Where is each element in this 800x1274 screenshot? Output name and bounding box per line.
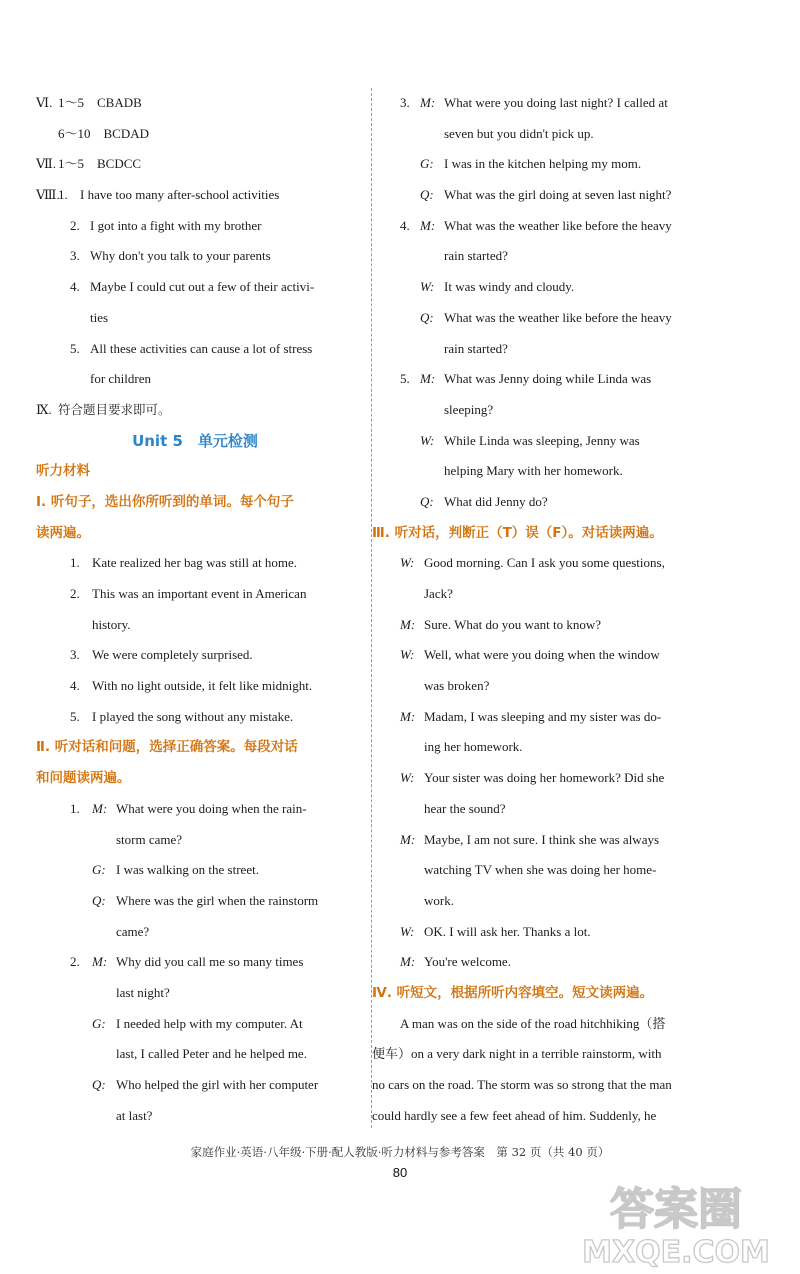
- dialogue-3-q-line: [394, 180, 716, 211]
- dialogue-1-q-line-2: [36, 917, 354, 948]
- item-number: 3.: [400, 95, 410, 110]
- item-text: This was an important event in American: [92, 586, 307, 601]
- part3-line-1: [394, 548, 716, 579]
- item-text: for children: [90, 371, 152, 387]
- watermark-top: 答案圈: [610, 1184, 742, 1235]
- dialogue-2-q-line-2: [36, 1101, 354, 1132]
- part3-line-4-cont: [394, 732, 716, 763]
- listening-title-text: 听力材料: [36, 463, 90, 480]
- speaker-label: Q:: [420, 187, 434, 203]
- dialogue-text: Who helped the girl with her computer: [116, 1077, 319, 1092]
- section-viii-item-4: [36, 272, 354, 303]
- dialogue-text: I needed help with my computer. At: [116, 1015, 303, 1031]
- dialogue-text: Good morning. Can I ask you some questions,: [424, 555, 665, 571]
- item-number: 2.: [70, 954, 80, 970]
- item-number: 1.: [70, 800, 80, 816]
- dialogue-4-q-line-1: [394, 303, 716, 334]
- item-number: 5.: [70, 708, 80, 724]
- part3-line-5: [394, 763, 716, 794]
- part-heading: Ⅰ. 听句子，选出你所听到的单词。每个句子: [36, 493, 294, 510]
- speaker-label: W:: [420, 279, 435, 295]
- dialogue-2-g-line-1: [36, 1009, 354, 1040]
- part1-item-4: [36, 671, 354, 702]
- dialogue-text: ing her homework.: [424, 739, 523, 755]
- passage-text: no cars on the road. The storm was so strong that the man: [372, 1077, 672, 1092]
- dialogue-text: What were you doing when the rain-: [116, 800, 307, 816]
- dialogue-text: Your sister was doing her homework? Did she: [424, 770, 665, 786]
- speaker-label: M:: [420, 217, 436, 233]
- section-ix: [36, 395, 354, 426]
- dialogue-1-q-line-1: [36, 886, 354, 917]
- item-text: All these activities can cause a lot of stress: [90, 340, 313, 356]
- watermark-bottom: MXQE.COM: [582, 1235, 770, 1268]
- dialogue-text: What did Jenny do?: [444, 493, 548, 509]
- item-number: 4.: [70, 279, 80, 295]
- dialogue-text: last, I called Peter and he helped me.: [116, 1046, 307, 1062]
- dialogue-text: While Linda was sleeping, Jenny was: [444, 432, 640, 448]
- dialogue-text: last night?: [116, 984, 170, 1000]
- item-number: 4.: [400, 217, 410, 233]
- column-divider: [371, 88, 372, 1128]
- part1-item-5: [36, 702, 354, 733]
- dialogue-text: watching TV when she was doing her home-: [424, 862, 657, 878]
- speaker-label: M:: [400, 831, 416, 847]
- part1-item-2: [36, 579, 354, 610]
- part3-line-2: [394, 610, 716, 641]
- section-viii-item-3: [36, 241, 354, 272]
- speaker-label: W:: [400, 923, 415, 939]
- part-heading: 读两遍。: [36, 524, 90, 541]
- passage-line-3: [372, 1070, 716, 1101]
- part2-heading-1: [36, 732, 354, 763]
- dialogue-text: rain started?: [444, 340, 508, 356]
- dialogue-text: rain started?: [444, 248, 508, 264]
- part3-heading: [372, 518, 716, 549]
- item-text: history.: [92, 616, 131, 632]
- page-number: 80: [392, 1165, 408, 1180]
- dialogue-3-m-line-2: [394, 119, 716, 150]
- dialogue-text: Where was the girl when the rainstorm: [116, 892, 319, 908]
- answer-key: 1～5 BCDCC: [58, 156, 142, 172]
- dialogue-text: at last?: [116, 1107, 153, 1123]
- page-footer: 家庭作业·英语·八年级·下册·配人教版·听力材料与参考答案 第 32 页（共 40 页）: [190, 1145, 610, 1159]
- item-number: 4.: [70, 678, 80, 694]
- speaker-label: M:: [400, 616, 416, 632]
- dialogue-text: You're welcome.: [424, 954, 511, 970]
- part3-line-8: [394, 947, 716, 978]
- speaker-label: W:: [400, 555, 415, 571]
- item-number: 1.: [58, 187, 68, 203]
- part3-line-4: [394, 702, 716, 733]
- speaker-label: M:: [420, 371, 436, 387]
- section-viii-item-1: [36, 180, 354, 211]
- answer-key: 1～5 CBADB: [58, 95, 142, 110]
- section-vii-line-1: [36, 149, 354, 180]
- speaker-label: M:: [400, 708, 416, 724]
- section-vi-line-1: [36, 88, 354, 119]
- speaker-label: Q:: [92, 892, 106, 908]
- part1-item-3: [36, 640, 354, 671]
- dialogue-text: work.: [424, 892, 454, 908]
- dialogue-text: was broken?: [424, 678, 490, 694]
- dialogue-text: What was the weather like before the heavy: [444, 217, 672, 233]
- dialogue-text: seven but you didn't pick up.: [444, 125, 594, 141]
- section-vi-line-2: [36, 119, 354, 150]
- item-text: We were completely surprised.: [92, 647, 253, 663]
- part1-item-2-cont: [36, 610, 354, 641]
- section-label: Ⅵ.: [36, 95, 53, 110]
- speaker-label: M:: [420, 95, 436, 110]
- dialogue-text: What was Jenny doing while Linda was: [444, 371, 652, 387]
- speaker-label: W:: [400, 647, 415, 663]
- part3-line-3: [394, 640, 716, 671]
- part3-line-7: [394, 917, 716, 948]
- speaker-label: M:: [400, 954, 416, 970]
- item-text: I have too many after-school activities: [80, 187, 280, 203]
- watermark-logo: [560, 1178, 792, 1268]
- part-heading: 和问题读两遍。: [36, 770, 131, 787]
- part3-line-6-cont-2: [394, 886, 716, 917]
- dialogue-3-g-line: [394, 149, 716, 180]
- section-label: Ⅷ.: [36, 187, 60, 203]
- passage-text: could hardly see a few feet ahead of him. Suddenly, he: [372, 1107, 657, 1123]
- dialogue-5-w-line-1: [394, 426, 716, 457]
- speaker-label: M:: [92, 800, 108, 816]
- item-number: 5.: [400, 371, 410, 387]
- unit-title: Unit 5 单元检测: [132, 431, 258, 450]
- speaker-label: M:: [92, 954, 108, 970]
- item-text: ties: [90, 309, 109, 325]
- section-text: 符合题目要求即可。: [58, 401, 171, 417]
- right-column: [372, 88, 716, 1131]
- dialogue-text: What was the weather like before the heavy: [444, 309, 672, 325]
- part-heading: Ⅲ. 听对话，判断正（T）误（F）。对话读两遍。: [372, 524, 663, 541]
- passage-text: A man was on the side of the road hitchhiking（搭: [400, 1015, 666, 1031]
- dialogue-text: I was walking on the street.: [116, 862, 259, 878]
- dialogue-text: Madam, I was sleeping and my sister was do-: [424, 708, 662, 724]
- dialogue-text: What was the girl doing at seven last night?: [444, 187, 672, 203]
- dialogue-2-m-line-1: [36, 947, 354, 978]
- item-number: 3.: [70, 647, 80, 663]
- dialogue-4-m-line-1: [394, 211, 716, 242]
- speaker-label: W:: [400, 770, 415, 786]
- dialogue-2-g-line-2: [36, 1039, 354, 1070]
- part1-heading-1: [36, 487, 354, 518]
- dialogue-2-m-line-2: [36, 978, 354, 1009]
- listening-title: [36, 456, 354, 487]
- passage-text: 便车）on a very dark night in a terrible rainstorm, with: [372, 1046, 662, 1062]
- item-text: Kate realized her bag was still at home.: [92, 555, 298, 571]
- passage-line-1: [394, 1009, 716, 1040]
- answer-key: 6～10 BCDAD: [58, 125, 150, 141]
- passage-line-4: [372, 1101, 716, 1132]
- part3-line-3-cont: [394, 671, 716, 702]
- speaker-label: Q:: [420, 493, 434, 509]
- dialogue-4-m-line-2: [394, 241, 716, 272]
- dialogue-5-m-line-2: [394, 395, 716, 426]
- section-viii-item-5-cont: [36, 364, 354, 395]
- dialogue-text: Maybe, I am not sure. I think she was always: [424, 831, 660, 847]
- dialogue-text: Well, what were you doing when the window: [424, 647, 660, 663]
- dialogue-text: Sure. What do you want to know?: [424, 616, 602, 632]
- part1-item-1: [36, 548, 354, 579]
- dialogue-text: came?: [116, 923, 150, 939]
- speaker-label: G:: [420, 156, 434, 172]
- dialogue-3-m-line-1: [394, 88, 716, 119]
- speaker-label: W:: [420, 432, 435, 448]
- speaker-label: Q:: [420, 309, 434, 325]
- item-number: 3.: [70, 248, 80, 264]
- dialogue-4-w-line: [394, 272, 716, 303]
- part3-line-6: [394, 825, 716, 856]
- dialogue-text: I was in the kitchen helping my mom.: [444, 156, 642, 172]
- speaker-label: G:: [92, 862, 106, 878]
- dialogue-1-m-line-2: [36, 825, 354, 856]
- dialogue-text: helping Mary with her homework.: [444, 463, 623, 479]
- speaker-label: G:: [92, 1015, 106, 1031]
- dialogue-text: OK. I will ask her. Thanks a lot.: [424, 923, 591, 939]
- part2-heading-2: [36, 763, 354, 794]
- dialogue-5-q-line: [394, 487, 716, 518]
- item-text: I got into a fight with my brother: [90, 217, 262, 233]
- part1-heading-2: [36, 518, 354, 549]
- item-text: Maybe I could cut out a few of their activi-: [90, 279, 315, 295]
- section-viii-item-5: [36, 334, 354, 365]
- section-viii-item-2: [36, 211, 354, 242]
- item-number: 5.: [70, 340, 80, 356]
- dialogue-4-q-line-2: [394, 334, 716, 365]
- dialogue-text: sleeping?: [444, 401, 494, 417]
- dialogue-text: storm came?: [116, 831, 183, 847]
- left-column: [36, 88, 354, 1131]
- section-label: Ⅸ.: [36, 401, 52, 417]
- section-label: Ⅶ.: [36, 156, 57, 172]
- item-text: Why don't you talk to your parents: [90, 248, 271, 264]
- dialogue-text: Why did you call me so many times: [116, 954, 304, 970]
- item-text: With no light outside, it felt like midnight.: [92, 678, 313, 694]
- dialogue-text: It was windy and cloudy.: [444, 279, 575, 295]
- section-viii-item-4-cont: [36, 303, 354, 334]
- part3-line-1-cont: [394, 579, 716, 610]
- dialogue-text: Jack?: [424, 586, 453, 601]
- part3-line-6-cont: [394, 855, 716, 886]
- dialogue-1-g-line: [36, 855, 354, 886]
- dialogue-text: What were you doing last night? I called at: [444, 95, 668, 110]
- part-heading: Ⅳ. 听短文，根据所听内容填空。短文读两遍。: [372, 984, 654, 1001]
- dialogue-2-q-line-1: [36, 1070, 354, 1101]
- dialogue-5-m-line-1: [394, 364, 716, 395]
- item-text: I played the song without any mistake.: [92, 708, 294, 724]
- dialogue-text: hear the sound?: [424, 800, 506, 816]
- item-number: 2.: [70, 586, 80, 601]
- dialogue-1-m-line-1: [36, 794, 354, 825]
- dialogue-5-w-line-2: [394, 456, 716, 487]
- part3-line-5-cont: [394, 794, 716, 825]
- part4-heading: [372, 978, 716, 1009]
- passage-line-2: [372, 1039, 716, 1070]
- item-number: 2.: [70, 217, 80, 233]
- part-heading: Ⅱ. 听对话和问题，选择正确答案。每段对话: [36, 739, 298, 756]
- speaker-label: Q:: [92, 1077, 106, 1092]
- item-number: 1.: [70, 555, 80, 571]
